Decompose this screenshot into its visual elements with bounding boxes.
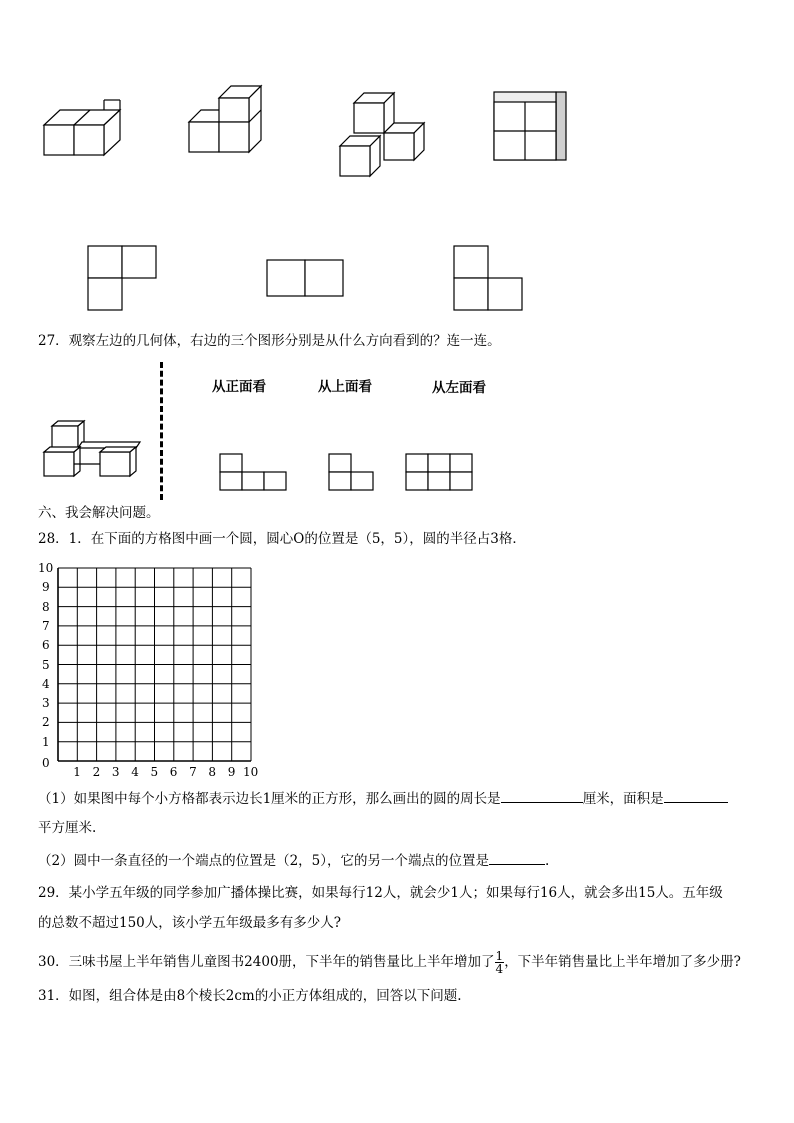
question-27: 27．观察左边的几何体，右边的三个图形分别是从什么方向看到的？连一连。 — [38, 333, 501, 349]
question-29-line1: 29．某小学五年级的同学参加广播体操比赛，如果每行12人，就会少1人；如果每行16人，就会多出15人。五年级 — [38, 885, 723, 901]
coordinate-grid — [30, 560, 260, 780]
y-axis-label: 4 — [42, 676, 50, 691]
q27-solid — [40, 418, 150, 483]
x-axis-label: 4 — [131, 765, 139, 779]
part2-text-a: （2）圆中一条直径的一个端点的位置是（2，5），它的另一个端点的位置是 — [38, 853, 490, 869]
view-shape-1 — [86, 244, 161, 314]
part2-text-b: . — [545, 853, 550, 869]
section-title: 六、我会解决问题。 — [38, 505, 160, 521]
view-label-top: 从上面看 — [318, 379, 372, 395]
part1-text-b: 厘米，面积是 — [582, 791, 664, 807]
view-label-left: 从左面看 — [432, 380, 486, 396]
y-axis-label: 8 — [42, 599, 50, 614]
y-axis-label: 1 — [42, 734, 50, 749]
y-axis-label: 2 — [42, 715, 50, 730]
solid-figure-4 — [488, 88, 573, 168]
x-axis-label: 3 — [111, 765, 120, 779]
fraction-numerator: 1 — [495, 949, 504, 963]
y-axis-label: 6 — [42, 638, 50, 653]
view-label-front: 从正面看 — [212, 379, 266, 395]
part1-text-c: 平方厘米. — [38, 820, 97, 836]
view-shape-3 — [452, 244, 527, 314]
x-axis-label: 6 — [169, 765, 178, 779]
q27-view-c — [404, 452, 476, 492]
answer-blank-area[interactable] — [664, 802, 728, 803]
x-axis-label: 7 — [189, 765, 197, 779]
question-28-part2 — [38, 853, 549, 870]
q27-view-a — [218, 452, 290, 492]
question-31: 31．如图，组合体是由8个棱长2cm的小正方体组成的，回答以下问题. — [38, 988, 462, 1004]
solid-figure-1 — [40, 95, 130, 175]
y-axis-label: 3 — [42, 696, 50, 711]
x-axis-label: 9 — [227, 765, 236, 779]
y-axis-label: 10 — [38, 561, 54, 575]
q30-text-a: 30．三味书屋上半年销售儿童图书2400册，下半年的销售量比上半年增加了 — [38, 954, 495, 970]
q30-text-b: ，下半年销售量比上半年增加了多少册? — [504, 954, 741, 970]
x-axis-label: 1 — [73, 765, 81, 779]
question-29-line2: 的总数不超过150人，该小学五年级最多有多少人? — [38, 915, 342, 931]
solid-figure-2 — [185, 78, 275, 158]
question-28: 28．1．在下面的方格图中画一个圆，圆心O的位置是（5，5），圆的半径占3格． — [38, 531, 526, 547]
q27-view-b — [327, 452, 377, 492]
answer-blank-circumference[interactable] — [501, 802, 583, 803]
x-axis-label: 8 — [208, 765, 217, 779]
part1-text-a: （1）如果图中每个小方格都表示边长1厘米的正方形，那么画出的圆的周长是 — [38, 791, 501, 807]
answer-blank-endpoint[interactable] — [489, 864, 545, 865]
view-shape-2 — [265, 258, 350, 300]
y-axis-label: 9 — [42, 580, 50, 595]
fraction-one-quarter — [495, 950, 505, 975]
question-28-part1 — [38, 791, 728, 808]
x-axis-label: 2 — [92, 765, 101, 779]
y-axis-label: 5 — [42, 657, 50, 672]
question-30 — [38, 950, 741, 975]
y-axis-label: 7 — [42, 618, 50, 633]
x-axis-label: 5 — [150, 765, 159, 779]
dashed-divider — [160, 362, 163, 500]
x-axis-label: 10 — [243, 765, 259, 779]
y-axis-label: 0 — [42, 756, 50, 770]
fraction-denominator: 4 — [495, 962, 504, 976]
solid-figure-3 — [336, 88, 431, 178]
